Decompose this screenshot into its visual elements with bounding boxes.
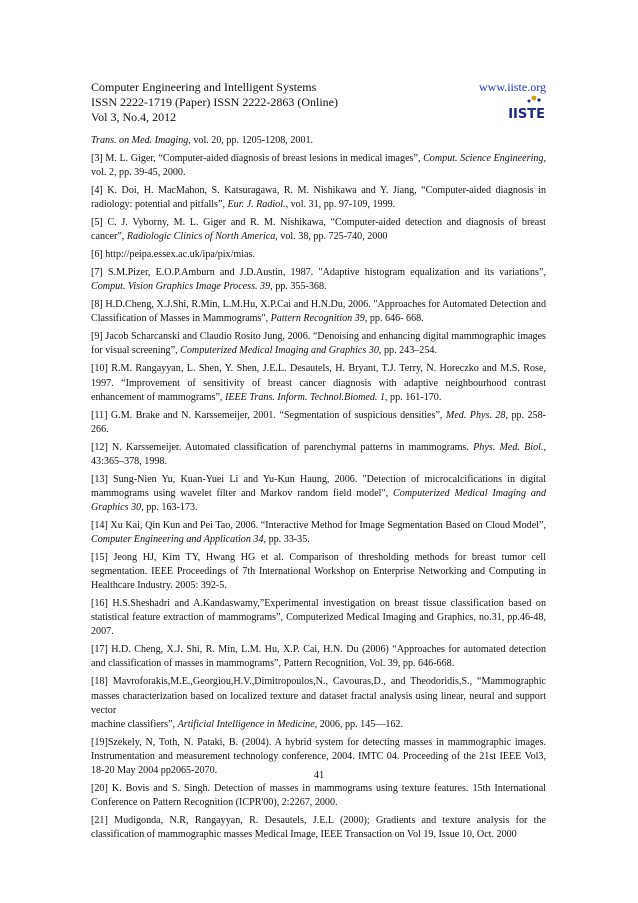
reference-source-italic: Computer Engineering and Application 34 <box>91 534 264 546</box>
reference-text: [11] G.M. Brake and N. Karssemeijer, 2001. “Segmentation of suspicious densities”, <box>91 409 446 421</box>
reference-text: , vol. 20, pp. 1205-1208, 2001. <box>188 135 314 146</box>
reference-text: , vol. 38, pp. 725-740, 2000 <box>275 231 388 243</box>
reference-text: , 2006, pp. 145—162. <box>314 718 403 730</box>
reference-list <box>91 134 546 846</box>
reference-text: [19]Szekely, N, Toth, N. Pataki, B. (2004). A hybrid system for detecting masses in mammographic images. Instrumentation and measurement technology conference, 2004. IMTC 04. Proceeding of the 21st IEEE Vol3, 18-20 May 2004 pp2065-2070. <box>91 736 546 776</box>
reference-entry <box>91 152 546 180</box>
reference-text: [12] N. Karssemeijer. Automated classification of parenchymal patterns in mammograms. <box>91 441 474 453</box>
reference-text: [8] H.D.Cheng, X.J.Shi, R.Min, L.M.Hu, X.P.Cai and H.N.Du, 2006. "Approaches for Automated Detection and Classification of Masses in Mammograms", <box>91 299 546 325</box>
reference-entry <box>91 814 546 842</box>
reference-entry <box>91 718 546 732</box>
reference-entry <box>91 248 546 262</box>
reference-text: [9] Jacob Scharcanski and Claudio Rosito Jung, 2006. “Denoising and enhancing digital mammographic images for visual screening”, <box>91 331 546 357</box>
reference-source-italic: IEEE Trans. Inform. Technol.Biomed. 1 <box>224 391 385 403</box>
reference-text: , pp. 33-35. <box>263 534 310 546</box>
svg-text:IISTE: IISTE <box>508 107 545 122</box>
journal-title: Computer Engineering and Intelligent Systems <box>91 80 317 94</box>
reference-entry <box>91 597 546 639</box>
iiste-logo <box>494 94 546 122</box>
reference-source-italic: Radiologic Clinics of North America <box>126 231 276 243</box>
reference-text: [15] Jeong HJ, Kim TY, Hwang HG et al. Comparison of thresholding methods for breast tumor cell segmentation. IEEE Proceedings of 7th International Workshop on Enterprise Networking and Computing in Healthcare Industry. 2005: 392-5. <box>91 552 546 592</box>
reference-text: , pp. 163-173. <box>141 501 198 513</box>
reference-text: [17] H.D. Cheng, X.J. Shi, R. Min, L.M. Hu, X.P. Cai, H.N. Du (2006) “Approaches for automated detection and classification of masses in mammograms”, Pattern Recognition, Vol. 39, pp. 646-668. <box>91 644 546 670</box>
issn-line: ISSN 2222-1719 (Paper) ISSN 2222-2863 (Online) <box>91 95 338 109</box>
reference-source-italic: Comput. Vision Graphics Image Process. 39 <box>91 281 271 293</box>
reference-entry <box>91 519 546 547</box>
reference-text: [7] S.M.Pizer, E.O.P.Amburn and J.D.Austin, 1987. "Adaptive histogram equalization and its variations”, <box>91 267 546 279</box>
reference-text: , pp. 646- 668. <box>364 313 424 325</box>
reference-text: [4] K. Doi, H. MacMahon, S. Katsuragawa, R. M. Nishikawa and Y. Jiang, “Computer-aided diagnosis in radiology: potential and pitfalls”, <box>91 185 546 211</box>
reference-entry <box>91 643 546 671</box>
reference-text: [18] Mavroforakis,M.E.,Georgiou,H.V.,Dimitropoulos,N., Cavouras,D., and Theodoridis,S., “Mammographic masses characterization based on localized texture and dataset fractal analysis using linear, neural and support vector <box>91 676 546 716</box>
reference-entry <box>91 184 546 212</box>
reference-source-italic: Artificial Intelligence in Medicine <box>177 718 315 730</box>
reference-source-italic: Trans. on Med. Imaging <box>91 135 189 146</box>
reference-text: , vol. 2, pp. 39-45, 2000. <box>91 152 546 179</box>
journal-url-link[interactable]: www.iiste.org <box>479 80 546 94</box>
reference-text: , vol. 31, pp. 97-109, 1999. <box>285 199 396 211</box>
reference-text: [5] C. J. Vyborny, M. L. Giger and R. M. Nishikawa, “Computer-aided detection and diagnosis of breast cancer”, <box>91 217 546 243</box>
volume-line: Vol 3, No.4, 2012 <box>91 110 177 124</box>
reference-text: , pp. 258-266. <box>91 409 546 435</box>
reference-text: , pp. 243–254. <box>378 345 437 357</box>
reference-entry <box>91 134 546 148</box>
reference-text: [3] M. L. Giger, “Computer-aided diagnosis of breast lesions in medical images”, <box>91 152 424 164</box>
reference-source-italic: Computerized Medical Imaging and Graphics 30 <box>91 487 546 513</box>
reference-entry <box>91 675 546 717</box>
reference-source-italic: Pattern Recognition 39 <box>270 313 365 325</box>
reference-text: , 43:365–378, 1998. <box>91 441 547 467</box>
reference-entry <box>91 362 546 404</box>
reference-source-italic: Computerized Medical Imaging and Graphics 30 <box>180 345 379 357</box>
reference-text: , pp. 161-170. <box>385 391 442 403</box>
reference-entry <box>91 551 546 593</box>
reference-entry <box>91 409 546 437</box>
reference-text: [13] Sung-Nien Yu, Kuan-Yuei Li and Yu-Kun Haung, 2006. "Detection of microcalcifications in digital mammograms using wavelet filter and Markov random field model", <box>91 473 546 499</box>
reference-text: [6] http://peipa.essex.ac.uk/ipa/pix/mias. <box>91 249 255 261</box>
reference-text: [21] Mudigonda, N.R, Rangayyan, R. Desautels, J.E.L (2000); Gradients and texture analysis for the classification of mammographic masses Medical Image, IEEE Transaction on Vol 19, Issue 10, Oct. 2000 <box>91 814 546 841</box>
reference-text: [20] K. Bovis and S. Singh. Detection of masses in mammograms using texture features. 15th International Conference on Pattern Recognition (ICPR'00), 2:2267, 2000. <box>91 782 546 808</box>
reference-text: [10] R.M. Rangayyan, L. Shen, Y. Shen, J.E.L. Desautels, H. Bryant, T.J. Terry, N. Horeczko and M.S. Rose, 1997. “Improvement of sensitivity of breast cancer diagnosis with adaptive neighbourhood contrast enhancement of mammograms”, <box>91 363 546 403</box>
reference-source-italic: Eur. J. Radiol. <box>227 199 286 211</box>
reference-entry <box>91 782 546 810</box>
reference-entry <box>91 216 546 244</box>
page-header <box>91 80 546 125</box>
reference-text: machine classifiers”, <box>91 718 178 730</box>
reference-entry <box>91 473 546 515</box>
reference-text: , pp. 355-368. <box>270 281 327 293</box>
reference-entry <box>91 441 546 469</box>
reference-source-italic: Med. Phys. 28 <box>445 409 506 421</box>
reference-text: [16] H.S.Sheshadri and A.Kandaswamy,”Experimental investigation on breast tissue classification based on statistical feature extraction of mammograms”, Computerized Medical Imaging and Graphics, no.31, pp.46-48, 2007. <box>91 598 546 638</box>
reference-entry <box>91 330 546 358</box>
reference-entry <box>91 266 546 294</box>
reference-entry <box>91 298 546 326</box>
reference-text: [14] Xu Kai, Qin Kun and Pei Tao, 2006. “Interactive Method for Image Segmentation Based on Cloud Model”, <box>91 519 546 531</box>
reference-source-italic: Comput. Science Engineering <box>423 152 544 164</box>
reference-source-italic: Phys. Med. Biol. <box>473 441 544 453</box>
page-number: 41 <box>313 770 325 781</box>
